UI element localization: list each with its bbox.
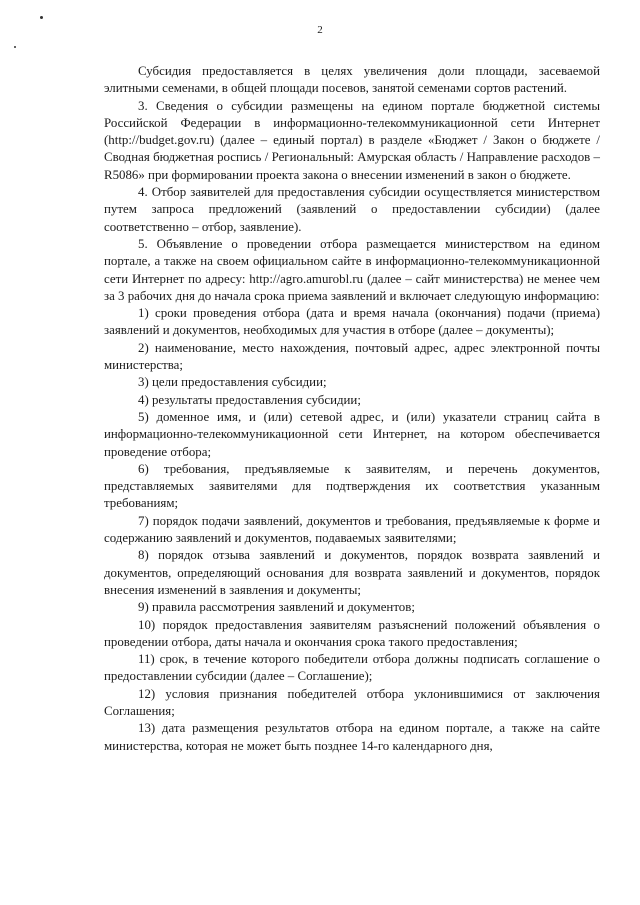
paragraph-5: 5. Объявление о проведении отбора размещается министерством на едином портале, а также на своем официальном сайте в информационно-телекоммуникационной сети Интернет по адресу: http://agro.amurobl.ru (далее – сайт министерства) не менее чем за 3 рабочих дня до начала срока приема заявлений и включает следующую информацию: bbox=[104, 236, 600, 303]
scan-speck bbox=[14, 46, 16, 48]
list-item-2: 2) наименование, место нахождения, почтовый адрес, адрес электронной почты министерства; bbox=[104, 340, 600, 373]
paragraph-3: 3. Сведения о субсидии размещены на едином портале бюджетной системы Российской Федерации в информационно-телекоммуникационной сети Интернет (http://budget.gov.ru) (далее – единый портал) в разделе «Бюджет / Закон о бюджете / Сводная бюджетная роспись / Региональный: Амурская область / Направление расходов – R5086» при формировании проекта закона о внесении изменений в закон о бюджете. bbox=[104, 98, 600, 182]
page-number: 2 bbox=[317, 24, 323, 36]
paragraph-4: 4. Отбор заявителей для предоставления субсидии осуществляется министерством путем запроса предложений (заявлений о предоставлении субсидии) (далее соответственно – отбор, заявление). bbox=[104, 185, 600, 234]
list-item-9: 9) правила рассмотрения заявлений и документов; bbox=[138, 600, 415, 615]
list-item-8: 8) порядок отзыва заявлений и документов, порядок возврата заявлений и документов, определяющий основания для возврата заявлений и документов, порядок внесения изменений в заявления и документы; bbox=[104, 548, 600, 597]
scan-speck bbox=[40, 16, 43, 19]
list-item-7: 7) порядок подачи заявлений, документов и требования, предъявляемые к форме и содержанию заявлений и документов, подаваемых заявителями; bbox=[104, 513, 600, 546]
list-item-1: 1) сроки проведения отбора (дата и время начала (окончания) подачи (приема) заявлений и документов, необходимых для участия в отборе (далее – документы); bbox=[104, 306, 600, 338]
list-item-3: 3) цели предоставления субсидии; bbox=[138, 375, 327, 390]
list-item-13: 13) дата размещения результатов отбора на едином портале, а также на сайте министерства, которая не может быть позднее 14-го календарного дня, bbox=[104, 721, 600, 753]
document-body bbox=[104, 63, 600, 755]
list-item-11: 11) срок, в течение которого победители отбора должны подписать соглашение о предоставлении субсидии (далее – Соглашение); bbox=[104, 652, 600, 684]
list-item-4: 4) результаты предоставления субсидии; bbox=[138, 392, 361, 407]
list-item-6: 6) требования, предъявляемые к заявителям, и перечень документов, представляемых заявителями для подтверждения их соответствия указанным требованиям; bbox=[104, 461, 600, 511]
list-item-5: 5) доменное имя, и (или) сетевой адрес, и (или) указатели страниц сайта в информационно-телекоммуникационной сети Интернет, на котором обеспечивается проведение отбора; bbox=[104, 409, 600, 459]
list-item-10: 10) порядок предоставления заявителям разъяснений положений объявления о проведении отбора, даты начала и окончания срока такого предоставления; bbox=[104, 617, 600, 649]
list-item-12: 12) условия признания победителей отбора уклонившимися от заключения Соглашения; bbox=[104, 686, 600, 718]
paragraph-subsidy-purpose: Субсидия предоставляется в целях увеличения доли площади, засеваемой элитными семенами, в общей площади посевов, занятой семенами сортов растений. bbox=[104, 64, 600, 96]
